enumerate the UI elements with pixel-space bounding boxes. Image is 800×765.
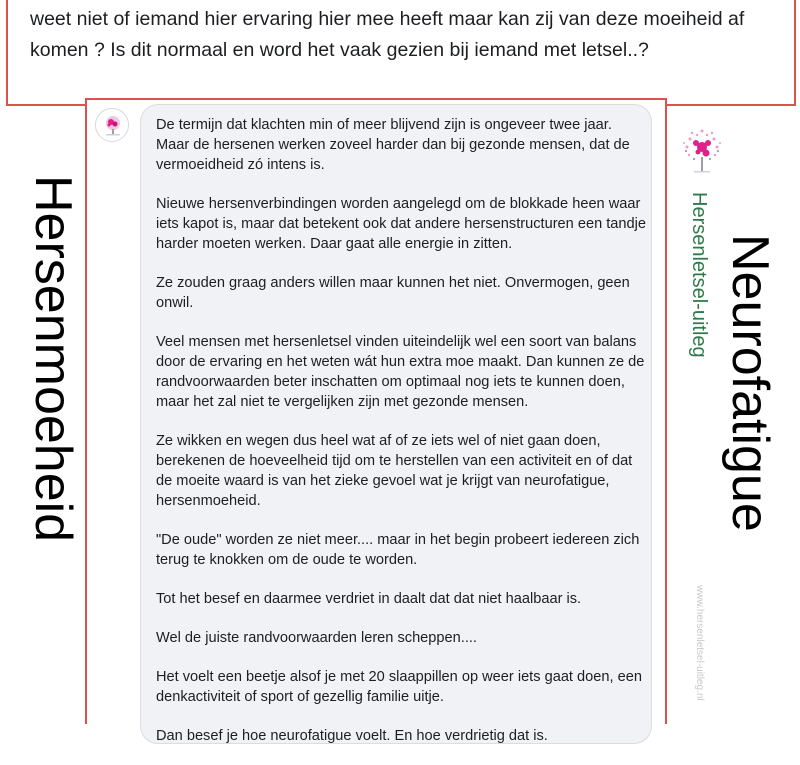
watermark-text: www.hersenletsel-uitleg.nl xyxy=(694,585,705,701)
question-text: weet niet of iemand hier ervaring hier mee heeft maar kan zij van deze moeiheid af komen ? Is dit normaal en word het vaak gezien bij iemand met letsel..? xyxy=(30,8,745,61)
comment-paragraph: Nieuwe hersenverbindingen worden aangelegd om de blokkade heen waar iets kapot is, maar dat betekent ook dat andere hersenstructuren een tandje harder moeten werken. Daar gaat alle energie in zitten. xyxy=(156,196,647,252)
brand-name-text: Hersenletsel-uitleg xyxy=(688,192,710,358)
comment-paragraph: Ze wikken en wegen dus heel wat af of ze iets wel of niet gaan doen, berekenen de hoeveelheid tijd om te herstellen van een activiteit en of dat de moeite waard is van het zieke gevoel wat je krijgt van neurofatigue, hersenmoeheid. xyxy=(156,433,633,509)
side-title-left xyxy=(24,175,82,625)
brain-logo-icon[interactable] xyxy=(95,108,129,142)
comment-paragraph: De termijn dat klachten min of meer blijvend zijn is ongeveer twee jaar. Maar de hersenen werken zoveel harder dan bij gezonde mensen, dat de vermoeidheid zó intens is. xyxy=(156,117,630,173)
comment-paragraph: Tot het besef en daarmee verdriet in daalt dat dat niet haalbaar is. xyxy=(156,591,582,607)
comment-paragraph: "De oude" worden ze niet meer.... maar in het begin probeert iedereen zich terug te knokken om de oude te worden. xyxy=(156,532,640,568)
brain-tree-logo-icon xyxy=(672,125,732,185)
comment-paragraph: Dan besef je hoe neurofatigue voelt. En hoe verdrietig dat is. xyxy=(156,728,548,744)
brand-name-vertical xyxy=(686,192,712,392)
side-title-right xyxy=(722,234,778,574)
comment-paragraph: Veel mensen met hersenletsel vinden uiteindelijk wel een soort van balans door de ervaring en het weten wát hun extra moe maakt. Dan kunnen ze de randvoorwaarden beter inschatten om optimaal nog iets te kunnen doen, maar het zal niet te vergelijken zijn met gezonde mensen. xyxy=(156,334,645,410)
side-title-left-text: Hersenmoeheid xyxy=(24,175,82,543)
comment-paragraph: Wel de juiste randvoorwaarden leren scheppen.... xyxy=(156,630,477,646)
watermark xyxy=(692,585,706,720)
side-title-right-text: Neurofatigue xyxy=(721,234,779,532)
comment-paragraph: Het voelt een beetje alsof je met 20 slaappillen op weer iets gaat doen, een denkactiviteit of sport of gezellig familie uitje. xyxy=(156,669,642,705)
question-post xyxy=(6,0,796,106)
comment-paragraph: Ze zouden graag anders willen maar kunnen het niet. Onvermogen, geen onwil. xyxy=(156,275,630,311)
comment-text xyxy=(156,115,646,765)
